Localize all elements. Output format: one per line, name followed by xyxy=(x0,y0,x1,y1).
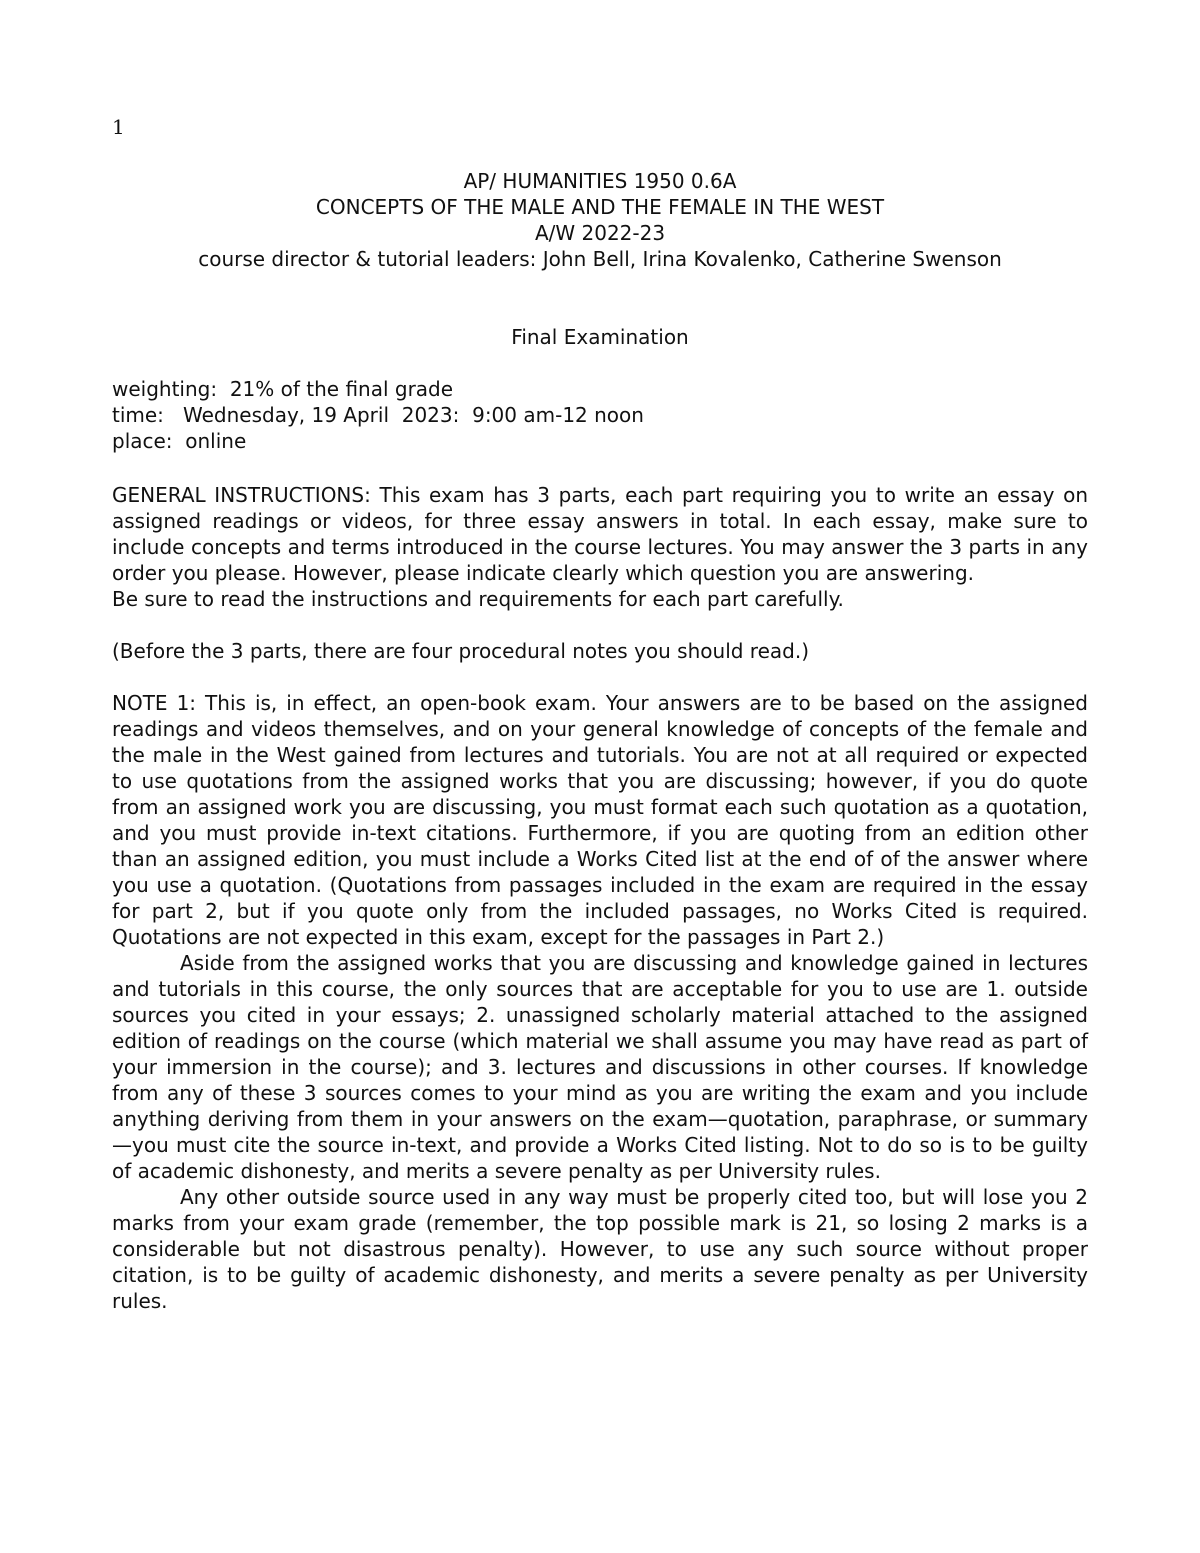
course-term: A/W 2022-23 xyxy=(534,221,666,245)
course-header xyxy=(112,168,1088,272)
spacer xyxy=(112,664,1088,690)
general-instructions: GENERAL INSTRUCTIONS: This exam has 3 parts, each part requiring you to write an essay on assigned readings or videos, for three essay answers in total. In each essay, make sure to include concepts and terms introduced in the course lectures. You may answer the 3 parts in any order you please. However, please indicate clearly which question you are answering. xyxy=(112,483,1088,585)
course-code: AP/ HUMANITIES 1950 0.6A xyxy=(463,169,737,193)
note1-sources-paragraph: Aside from the assigned works that you are discussing and knowledge gained in lectures and tutorials in this course, the only sources that are acceptable for you to use are 1. outside sources you cited in your essays; 2. unassigned scholarly material attached to the assigned edition of readings on the course (which material we shall assume you may have read as part of your immersion in the course); and 3. lectures and discussions in other courses. If knowledge from any of these 3 sources comes to your mind as you are writing the exam and you include anything deriving from them in your answers on the exam—quotation, paraphrase, or summary—you must cite the source in-text, and provide a Works Cited listing. Not to do so is to be guilty of academic dishonesty, and merits a severe penalty as per University rules. xyxy=(112,951,1088,1183)
note1-paragraph: NOTE 1: This is, in effect, an open-book exam. Your answers are to be based on the assigned readings and videos themselves, and on your general knowledge of concepts of the female and the male in the West gained from lectures and tutorials. You are not at all required or expected to use quotations from the assigned works that you are discussing; however, if you do quote from an assigned work you are discussing, you must format each such quotation as a quotation, and you must provide in-text citations. Furthermore, if you are quoting from an edition other than an assigned edition, you must include a Works Cited list at the end of of the answer where you use a quotation. (Quotations from passages included in the exam are required in the essay for part 2, but if you quote only from the included passages, no Works Cited is required. Quotations are not expected in this exam, except for the passages in Part 2.) xyxy=(112,691,1088,949)
instructions-body xyxy=(112,482,1088,1314)
page-number: 1 xyxy=(112,115,125,139)
course-staff: course director & tutorial leaders: John Bell, Irina Kovalenko, Catherine Swenson xyxy=(198,247,1002,271)
place-line: place: online xyxy=(112,429,247,453)
time-line: time: Wednesday, 19 April 2023: 9:00 am-12 noon xyxy=(112,403,644,427)
read-carefully-line: Be sure to read the instructions and requirements for each part carefully. xyxy=(112,587,844,611)
spacer xyxy=(112,612,1088,638)
weighting-line: weighting: 21% of the final grade xyxy=(112,377,454,401)
exam-title: Final Examination xyxy=(511,325,689,349)
exam-details xyxy=(112,376,1088,454)
note1-penalty-paragraph: Any other outside source used in any way must be properly cited too, but will lose you 2 marks from your exam grade (remember, the top possible mark is 21, so losing 2 marks is a considerable but not disastrous penalty). However, to use any such source without proper citation, is to be guilty of academic dishonesty, and merits a severe penalty as per University rules. xyxy=(112,1185,1088,1313)
course-title: CONCEPTS OF THE MALE AND THE FEMALE IN THE WEST xyxy=(315,195,885,219)
procedural-intro: (Before the 3 parts, there are four procedural notes you should read.) xyxy=(112,639,810,663)
